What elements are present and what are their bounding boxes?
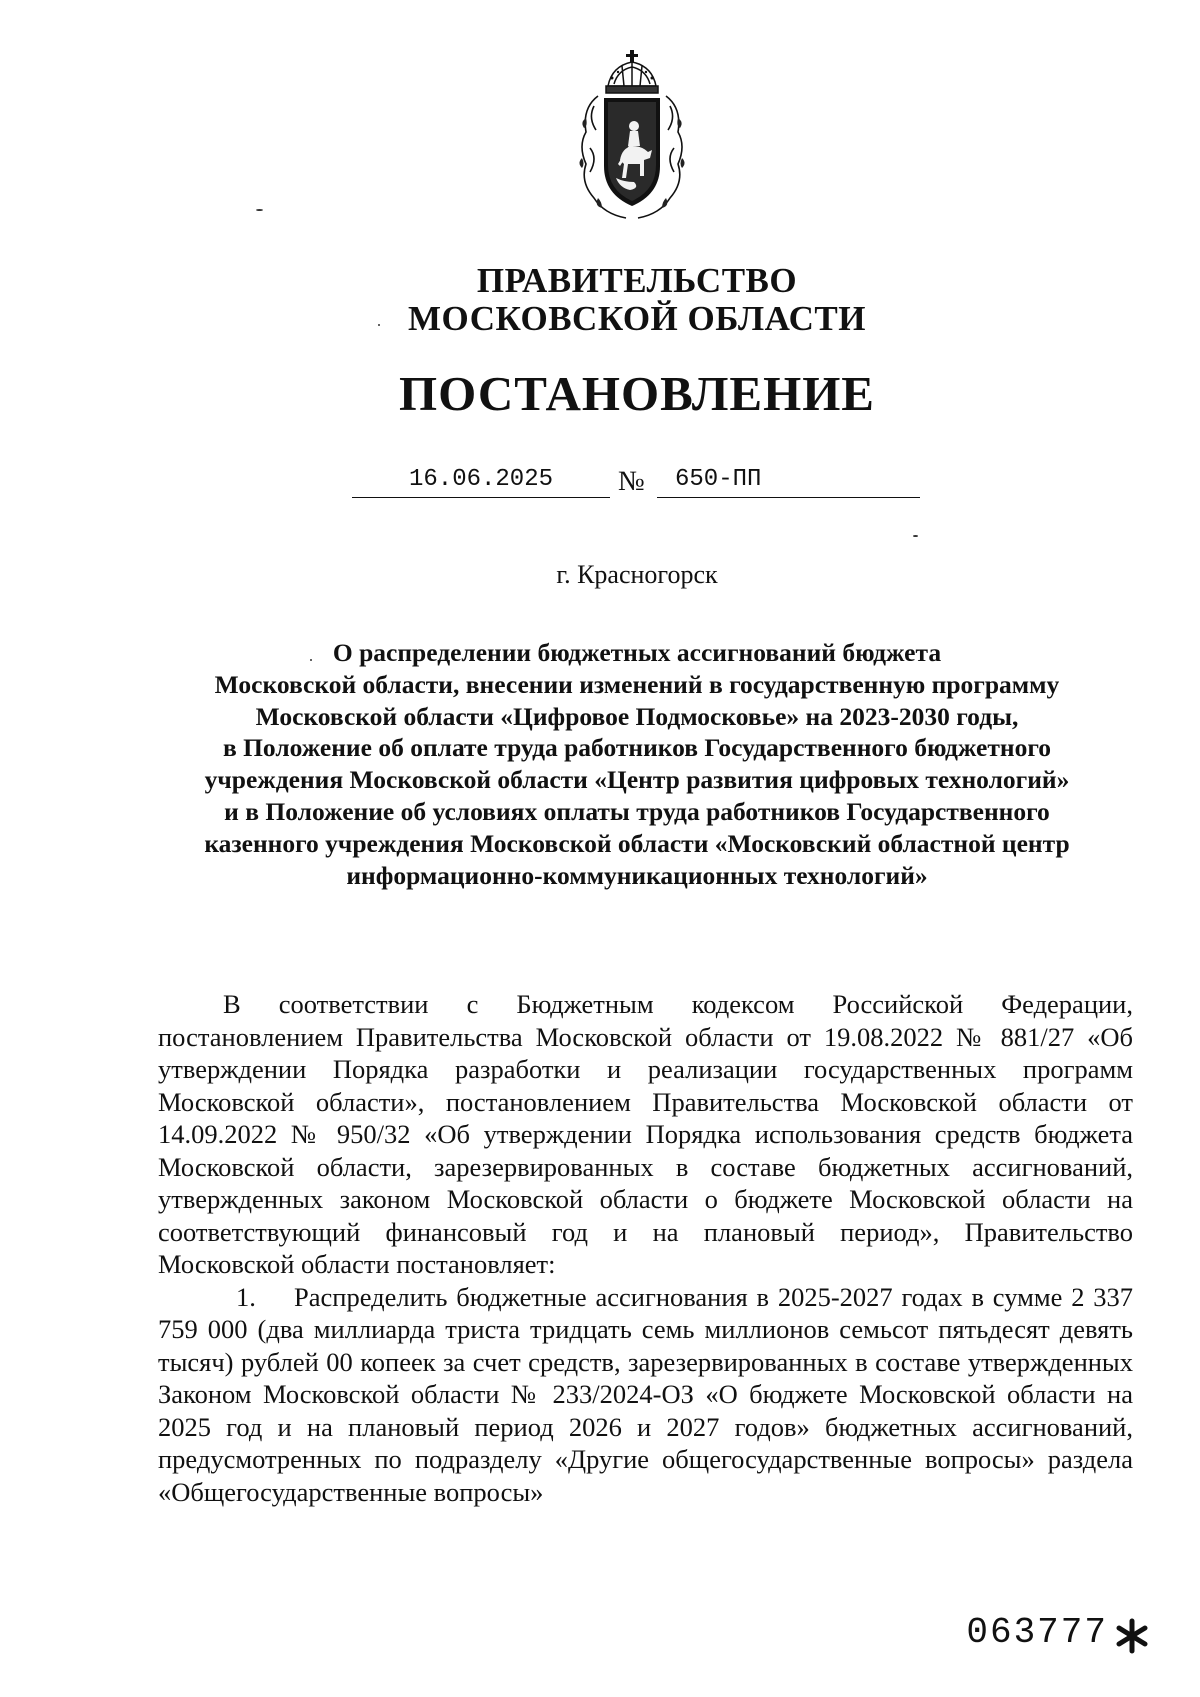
- document-body: [158, 988, 1133, 1508]
- registration-date: 16.06.2025: [352, 463, 610, 498]
- document-type: ПОСТАНОВЛЕНИЕ: [399, 366, 875, 421]
- title-line: учреждения Московской области «Центр развития цифровых технологий»: [204, 765, 1070, 795]
- title-line: казенного учреждения Московской области «Московский областной центр: [204, 828, 1070, 858]
- asterisk-icon: [1112, 1616, 1152, 1656]
- title-line: Московской области, внесении изменений в государственную программу: [214, 669, 1060, 699]
- number-sign: №: [618, 466, 645, 497]
- document-title: [37, 637, 1200, 891]
- scan-speck: [378, 324, 380, 326]
- item-1-paragraph: [158, 1281, 1133, 1509]
- title-line: в Положение об оплате труда работников Государственного бюджетного: [222, 733, 1052, 763]
- scan-speck: [256, 209, 263, 211]
- item-1-number: 1.: [236, 1281, 256, 1312]
- registration-number: 650-ПП: [657, 463, 920, 498]
- coat-of-arms-icon: [568, 48, 696, 228]
- org-line-1: ПРАВИТЕЛЬСТВО: [476, 261, 798, 300]
- title-line: Московской области «Цифровое Подмосковье» на 2023-2030 годы,: [255, 701, 1019, 731]
- preamble-paragraph: В соответствии с Бюджетным кодексом Российской Федерации, постановлением Правительства Московской области от 19.08.2022 № 881/27 «Об утверждении Порядка разработки и реализации государственных программ Московской области», постановлением Правительства Московской области от 14.09.2022 № 950/32 «Об утверждении Порядка использования средств бюджета Московской области, зарезервированных в составе бюджетных ассигнований, утвержденных законом Московской области о бюджете Московской области на соответствующий финансовый год и на плановый период», Правительство Московской области постановляет:: [158, 989, 1133, 1279]
- title-line: О распределении бюджетных ассигнований бюджета: [332, 638, 942, 667]
- item-1-text: Распределить бюджетные ассигнования в 2025-2027 годах в сумме 2 337 759 000 (два миллиарда триста тридцать семь миллионов семьсот пятьдесят девять тысяч) рублей 00 копеек за счет средств, зарезервированных в составе утвержденных Законом Московской области № 233/2024-ОЗ «О бюджете Московской области на 2025 год и на плановый период 2026 и 2027 годов» бюджетных ассигнований, предусмотренных по подразделу «Другие общегосударственные вопросы» раздела «Общегосударственные вопросы»: [158, 1281, 1133, 1507]
- serial-number: 063777: [966, 1612, 1108, 1653]
- registration-line: [352, 463, 920, 503]
- city: г. Красногорск: [556, 560, 718, 589]
- title-line: и в Положение об условиях оплаты труда работников Государственного: [224, 796, 1050, 826]
- organization-name: [0, 262, 1200, 338]
- title-line: информационно-коммуникационных технологий»: [346, 860, 928, 890]
- scan-speck: [310, 659, 312, 661]
- scan-speck: [913, 535, 918, 537]
- org-line-2: МОСКОВСКОЙ ОБЛАСТИ: [408, 299, 866, 338]
